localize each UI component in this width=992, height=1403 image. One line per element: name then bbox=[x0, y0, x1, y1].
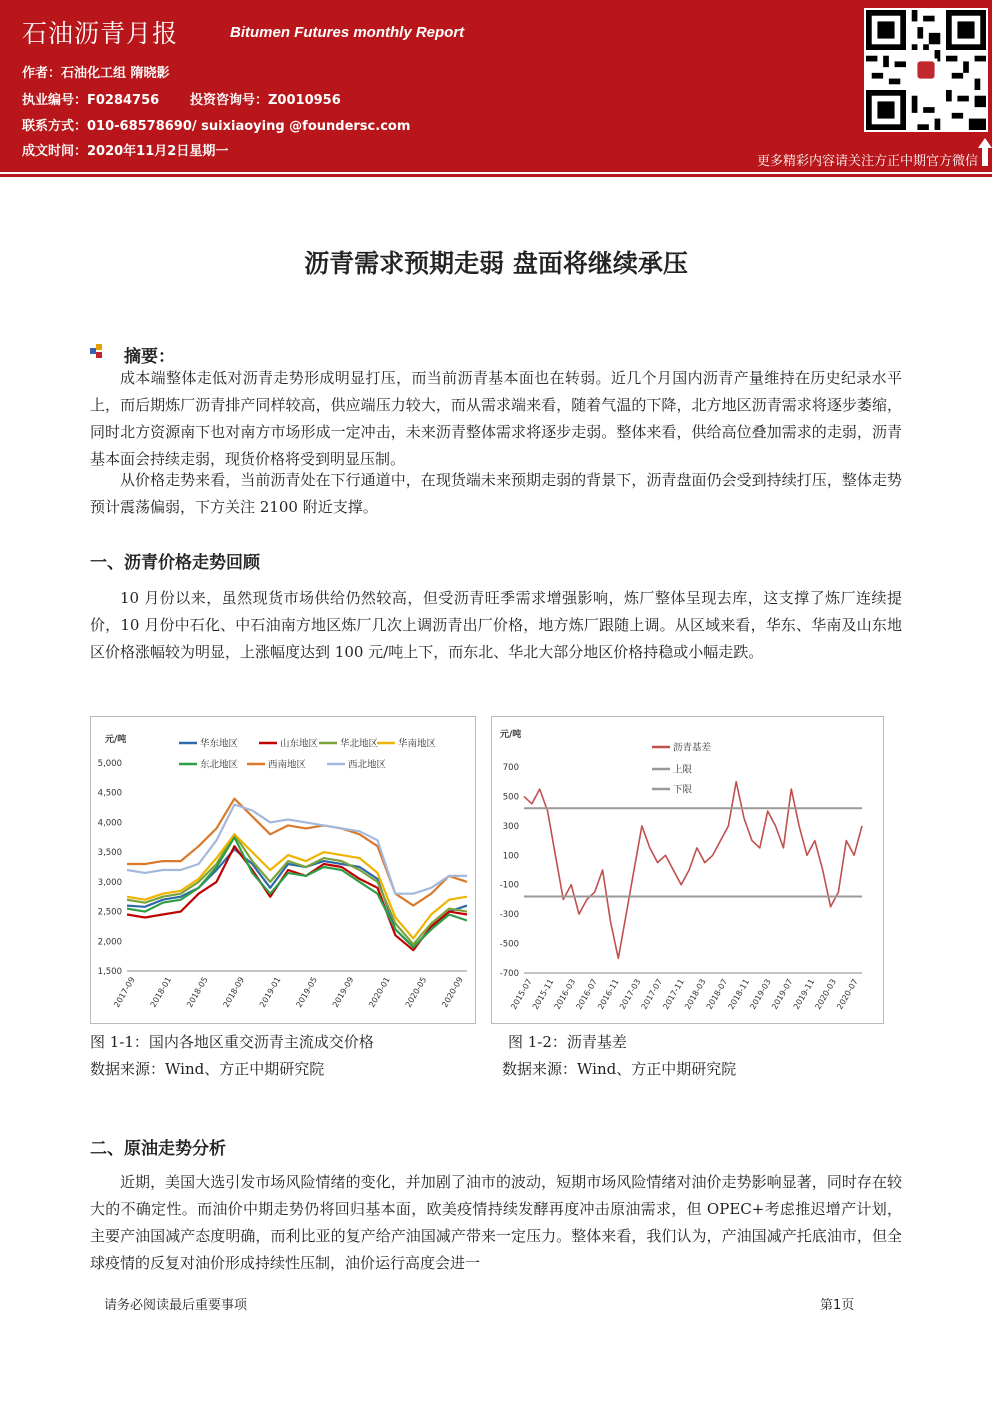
figure-2-source: 数据来源：Wind、方正中期研究院 bbox=[502, 1060, 737, 1078]
y-tick-label: -300 bbox=[499, 910, 519, 921]
y-tick-label: -500 bbox=[499, 939, 519, 950]
x-tick-label: 2015-11 bbox=[530, 977, 556, 1011]
y-tick-label: 2,500 bbox=[97, 907, 122, 918]
section-2-heading: 二、原油走势分析 bbox=[90, 1139, 226, 1159]
y-tick-label: -700 bbox=[499, 969, 519, 979]
x-tick-label: 2020-07 bbox=[835, 977, 860, 1011]
bullet-icon bbox=[90, 344, 106, 360]
x-tick-label: 2018-05 bbox=[185, 975, 210, 1009]
x-tick-label: 2018-11 bbox=[726, 977, 752, 1011]
x-tick-label: 2019-01 bbox=[257, 975, 283, 1009]
x-tick-label: 2017-07 bbox=[639, 977, 665, 1011]
x-tick-label: 2018-07 bbox=[704, 977, 730, 1011]
x-tick-label: 2018-01 bbox=[148, 975, 174, 1009]
x-tick-label: 2017-09 bbox=[112, 975, 137, 1009]
series-line-2 bbox=[127, 834, 467, 944]
x-tick-label: 2017-11 bbox=[661, 977, 686, 1011]
legend-label-0: 沥青基差 bbox=[673, 742, 712, 754]
legend-label-0: 华东地区 bbox=[200, 738, 239, 750]
summary-heading: 摘要： bbox=[124, 347, 175, 367]
qr-code-icon bbox=[864, 8, 988, 132]
document-title: 沥青需求预期走弱 盘面将继续承压 bbox=[304, 249, 688, 278]
x-tick-label: 2017-03 bbox=[617, 977, 643, 1011]
x-tick-label: 2020-05 bbox=[403, 975, 429, 1009]
y-tick-label: 300 bbox=[502, 821, 519, 832]
y-axis-label: 元/吨 bbox=[105, 735, 127, 745]
x-tick-label: 2019-03 bbox=[748, 977, 773, 1011]
consult-number: 投资咨询号：Z0010956 bbox=[190, 93, 341, 108]
y-tick-label: 4,500 bbox=[97, 788, 122, 799]
license-number: 执业编号：F0284756 bbox=[22, 93, 160, 108]
x-tick-label: 2019-11 bbox=[791, 977, 817, 1011]
y-tick-label: 1,500 bbox=[97, 967, 122, 977]
author-line: 作者：石油化工组 隋晓影 bbox=[22, 66, 170, 81]
figure-1-source: 数据来源：Wind、方正中期研究院 bbox=[90, 1060, 325, 1078]
figure-2-caption: 图 1-2：沥青基差 bbox=[508, 1033, 627, 1051]
x-tick-label: 2016-03 bbox=[552, 977, 578, 1011]
x-tick-label: 2020-03 bbox=[813, 977, 838, 1011]
legend-label-6: 西北地区 bbox=[348, 759, 387, 771]
figure-1-caption: 图 1-1：国内各地区重交沥青主流成交价格 bbox=[90, 1033, 374, 1051]
footer-disclaimer: 请务必阅读最后重要事项 bbox=[104, 1298, 248, 1313]
y-tick-label: 3,500 bbox=[97, 848, 122, 859]
y-tick-label: 4,000 bbox=[97, 818, 122, 829]
section-1-heading: 一、沥青价格走势回顾 bbox=[90, 553, 260, 573]
x-tick-label: 2018-03 bbox=[683, 977, 708, 1011]
chart-2-svg bbox=[492, 717, 883, 1023]
report-series-title: 石油沥青月报 bbox=[22, 19, 179, 48]
legend-label-3: 华南地区 bbox=[398, 738, 437, 750]
x-tick-label: 2019-09 bbox=[330, 975, 356, 1009]
chart-regional-prices bbox=[90, 716, 476, 1024]
x-tick-label: 2019-07 bbox=[770, 977, 795, 1011]
x-tick-label: 2020-01 bbox=[367, 975, 392, 1009]
y-tick-label: -100 bbox=[499, 880, 519, 891]
x-tick-label: 2019-05 bbox=[294, 975, 319, 1009]
footer-page-number: 第1页 bbox=[820, 1298, 855, 1313]
y-tick-label: 2,000 bbox=[97, 937, 122, 948]
chart-1-svg bbox=[91, 717, 475, 1023]
x-tick-label: 2016-07 bbox=[574, 977, 599, 1011]
series-line-3 bbox=[127, 834, 467, 938]
legend-label-1: 山东地区 bbox=[280, 738, 319, 750]
legend-label-1: 上限 bbox=[673, 764, 693, 776]
x-tick-label: 2020-09 bbox=[440, 975, 465, 1009]
x-tick-label: 2015-07 bbox=[509, 977, 534, 1011]
header-divider bbox=[0, 174, 992, 177]
wechat-note: 更多精彩内容请关注方正中期官方微信 bbox=[756, 154, 978, 169]
summary-paragraph-2: 从价格走势来看，当前沥青处在下行通道中，在现货端未来预期走弱的背景下，沥青盘面仍会受到持续打压，整体走势预计震荡偏弱，下方关注 2100 附近支撑。 bbox=[90, 471, 902, 516]
y-tick-label: 5,000 bbox=[97, 759, 122, 769]
report-header bbox=[0, 0, 992, 172]
x-tick-label: 2016-11 bbox=[596, 977, 621, 1011]
section-2-paragraph: 近期，美国大选引发市场风险情绪的变化，并加剧了油市的波动，短期市场风险情绪对油价走势影响显著，同时存在较大的不确定性。而油价中期走势仍将回归基本面，欧美疫情持续发酵再度冲击原油需求，但 OPEC+考虑推迟增产计划，主要产油国减产态度明确，而利比亚的复产给产油国减产带来一定压力。整体来看，我们认为，产油国减产托底油市，但全球疫情的反复对油价形成持续性压制，油价运行高度会进一 bbox=[90, 1173, 902, 1272]
contact-line: 联系方式：010-68578690/ suixiaoying @foundersc.com bbox=[22, 119, 411, 134]
summary-paragraph-1: 成本端整体走低对沥青走势形成明显打压，而当前沥青基本面也在转弱。近几个月国内沥青产量维持在历史纪录水平上，而后期炼厂沥青排产同样较高，供应端压力较大，而从需求端来看，随着气温的下降，北方地区沥青需求将逐步萎缩，同时北方资源南下也对南方市场形成一定冲击，未来沥青整体需求将逐步走弱。整体来看，供给高位叠加需求的走弱，沥青基本面会持续走弱，现货价格将受到明显压制。 bbox=[90, 369, 902, 468]
series-line-6 bbox=[127, 805, 467, 894]
y-tick-label: 700 bbox=[502, 763, 519, 773]
y-tick-label: 500 bbox=[502, 792, 519, 803]
legend-label-2: 下限 bbox=[673, 784, 693, 796]
date-line: 成文时间：2020年11月2日星期一 bbox=[22, 144, 229, 159]
x-tick-label: 2018-09 bbox=[221, 975, 247, 1009]
legend-label-5: 西南地区 bbox=[268, 759, 307, 771]
report-english-title: Bitumen Futures monthly Report bbox=[230, 24, 465, 41]
arrow-up-icon bbox=[978, 138, 992, 166]
chart-basis bbox=[491, 716, 884, 1024]
legend-label-4: 东北地区 bbox=[200, 759, 239, 771]
y-axis-label: 元/吨 bbox=[500, 730, 522, 740]
y-tick-label: 100 bbox=[502, 851, 519, 862]
series-line-5 bbox=[127, 799, 467, 906]
y-tick-label: 3,000 bbox=[97, 877, 122, 888]
section-1-paragraph: 10 月份以来，虽然现货市场供给仍然较高，但受沥青旺季需求增强影响，炼厂整体呈现去库，这支撑了炼厂连续提价，10 月份中石化、中石油南方地区炼厂几次上调沥青出厂价格，地方炼厂跟随上调。从区域来看，华东、华南及山东地区价格涨幅较为明显，上涨幅度达到 100 元/吨上下，而东北、华北大部分地区价格持稳或小幅走跌。 bbox=[90, 589, 902, 661]
legend-label-2: 华北地区 bbox=[340, 738, 379, 750]
